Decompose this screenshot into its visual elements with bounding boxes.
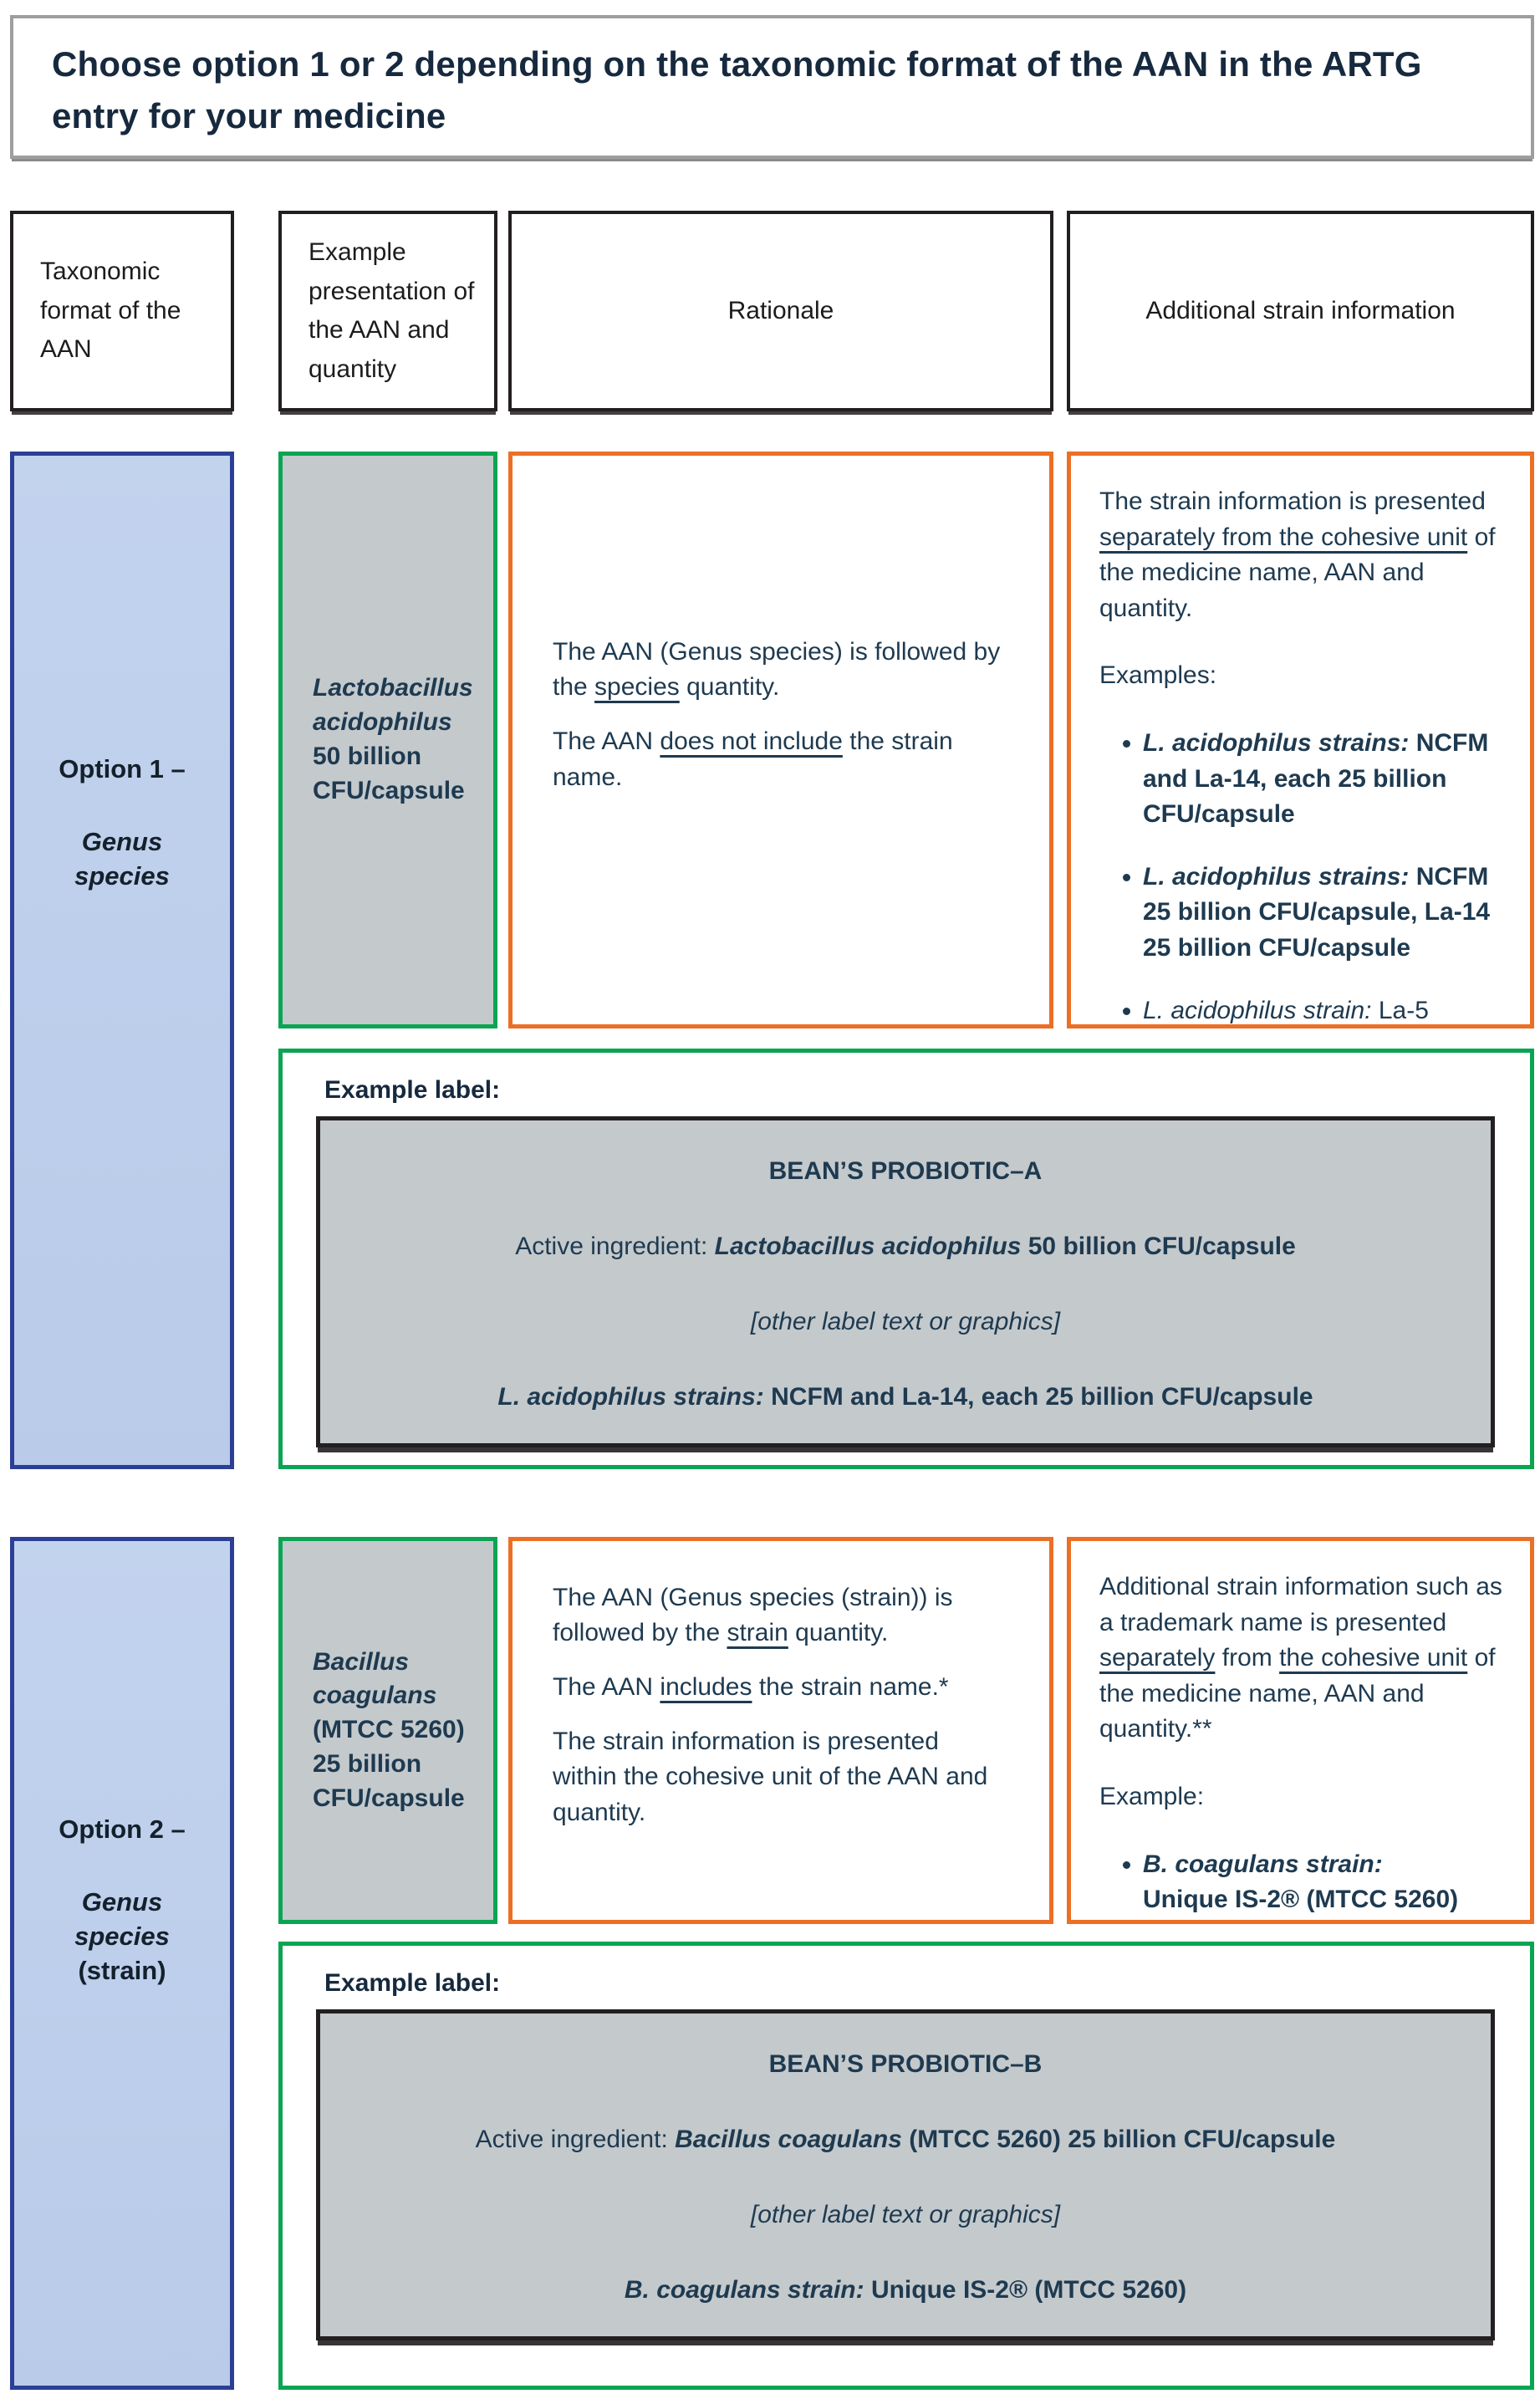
option-2-row [10, 1537, 1534, 2390]
bullet-item: • B. coagulans strain: Unique IS-2® (MTCC 5260) [1143, 1847, 1507, 1918]
option-2-example-presentation-cell [278, 1537, 497, 1924]
example-presentation-text: Lactobacillus acidophilus 50 billion CFU/capsule [313, 674, 473, 804]
additional-strain-intro: The strain information is presented separately from the cohesive unit of the medicine name, AAN and quantity. [1099, 487, 1496, 622]
option-1-label: Option 1 – Genus species [59, 754, 186, 891]
header-cell-additional-strain [1067, 211, 1534, 411]
option-1-row [10, 452, 1534, 1469]
option-2-example-label-box [278, 1942, 1534, 2390]
label-line: [other label text or graphics] [750, 2201, 1061, 2228]
option-2-rationale-cell [508, 1537, 1053, 1924]
label-line: B. coagulans strain: Unique IS-2® (MTCC 5260) [624, 2276, 1187, 2304]
label-line: L. acidophilus strains: NCFM and La-14, each 25 billion CFU/capsule [497, 1383, 1313, 1411]
option-1-rationale-cell [508, 452, 1053, 1028]
header-cell-taxonomic-format [10, 211, 234, 411]
header-label: Rationale [727, 296, 834, 324]
example-presentation-text: Bacillus coagulans (MTCC 5260) 25 billion CFU/capsule [313, 1647, 465, 1812]
header-label: Taxonomic format of the AAN [40, 258, 181, 364]
option-2-additional-strain-cell [1067, 1537, 1534, 1924]
page-title: Choose option 1 or 2 depending on the taxonomic format of the AAN in the ARTG entry for your medicine [52, 44, 1422, 135]
option-2-label: Option 2 – Genus species (strain) [59, 1814, 186, 1985]
option-2-cell [10, 1537, 234, 2390]
header-label: Example presentation of the AAN and quantity [309, 238, 475, 383]
bullet-item: • L. acidophilus strain: La-5 [1143, 993, 1507, 1029]
label-line: BEAN’S PROBIOTIC–B [768, 2050, 1043, 2078]
header-cell-example-presentation [278, 211, 497, 411]
option-2-product-label-card [316, 2009, 1495, 2340]
examples-heading: Examples: [1099, 661, 1217, 690]
label-line: [other label text or graphics] [750, 1308, 1061, 1335]
option-1-cell [10, 452, 234, 1469]
strain-bullet-list [1099, 1847, 1507, 1918]
option-2-content [278, 1537, 1534, 2390]
header-cell-rationale [508, 211, 1053, 411]
header-label: Additional strain information [1145, 296, 1456, 324]
title-banner [10, 15, 1534, 159]
strain-bullet-list [1099, 726, 1507, 1028]
header-row [10, 211, 1534, 411]
option-1-top-cells [278, 452, 1534, 1028]
label-line: Active ingredient: Bacillus coagulans (MTCC 5260) 25 billion CFU/capsule [475, 2126, 1336, 2153]
bullet-item: • L. acidophilus strains: NCFM and La-14, each 25 billion CFU/capsule [1143, 726, 1507, 833]
examples-heading: Example: [1099, 1782, 1205, 1810]
additional-strain-intro: Additional strain information such as a trademark name is presented separately from the cohesive unit of the medicine name, AAN and quantity.** [1099, 1573, 1502, 1743]
label-line: Active ingredient: Lactobacillus acidophilus 50 billion CFU/capsule [515, 1233, 1296, 1260]
label-line: BEAN’S PROBIOTIC–A [768, 1157, 1043, 1185]
example-label-heading: Example label: [324, 1076, 501, 1104]
option-1-example-label-box [278, 1049, 1534, 1469]
option-1-content [278, 452, 1534, 1469]
rationale-text: The AAN (Genus species (strain)) is followed by the strain quantity. The AAN includes the strain name.* The strain information is presented within the cohesive unit of the AAN and quantity. [553, 1583, 988, 1826]
rationale-text: The AAN (Genus species) is followed by the species quantity. The AAN does not include the strain name. [553, 637, 1001, 791]
bullet-item: • L. acidophilus strains: NCFM 25 billion CFU/capsule, La-14 25 billion CFU/capsule [1143, 860, 1507, 967]
option-2-top-cells [278, 1537, 1534, 1924]
option-1-example-presentation-cell [278, 452, 497, 1028]
example-label-heading: Example label: [324, 1969, 501, 1997]
option-1-additional-strain-cell [1067, 452, 1534, 1028]
option-1-product-label-card [316, 1116, 1495, 1447]
